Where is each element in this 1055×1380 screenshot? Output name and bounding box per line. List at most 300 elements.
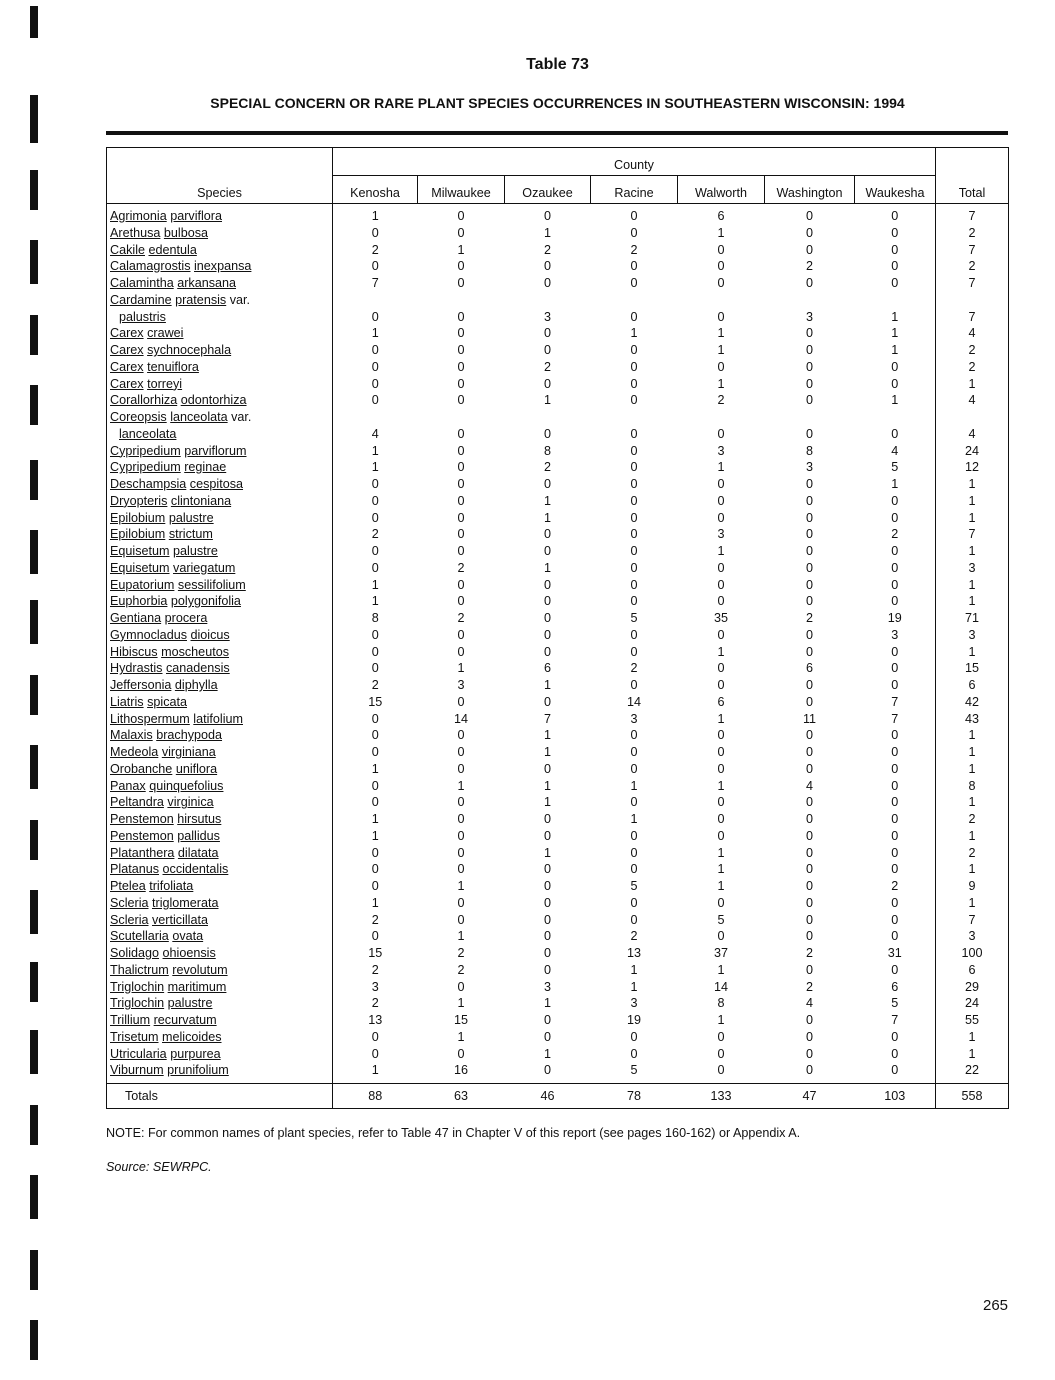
species-name-cell: [107, 845, 333, 862]
table-row: [107, 928, 1009, 945]
genus-name: Carex: [110, 326, 144, 341]
genus-name: Gymnocladus: [110, 627, 187, 642]
county-count-cell: 3: [717, 527, 725, 542]
row-total-cell: 1: [936, 644, 1009, 661]
row-total-cell: 6: [936, 962, 1009, 979]
table-number: Table 73: [526, 56, 589, 73]
species-epithet: verticillata: [152, 912, 208, 927]
table-row: [107, 543, 1009, 560]
county-count-cell: 0: [630, 678, 638, 692]
table-row: [107, 711, 1009, 728]
county-count-cell: 0: [630, 845, 638, 860]
species-epithet: quinquefolius: [149, 778, 224, 793]
species-name-cell: [107, 811, 333, 828]
county-count-cell: 0: [805, 678, 813, 692]
table-row: [107, 325, 1009, 342]
genus-name: Liatris: [110, 694, 144, 709]
county-count-cell: 0: [630, 795, 638, 810]
county-count-cell: 0: [891, 209, 899, 223]
row-total-cell: 1: [936, 861, 1009, 878]
row-total-cell: 3: [936, 627, 1009, 644]
county-count-cell: 2: [630, 242, 638, 257]
county-count-cell: 0: [457, 812, 465, 826]
county-count-cell: 0: [891, 510, 899, 525]
county-count-cell: 0: [543, 343, 551, 357]
species-name-cell: [107, 744, 333, 761]
species-epithet: sychnocephala: [147, 343, 232, 357]
genus-name: Epilobium: [110, 527, 166, 542]
county-count-cell: 5: [630, 879, 638, 893]
county-count-cell: 1: [543, 996, 551, 1011]
county-count-cell: 0: [371, 795, 379, 810]
species-epithet: maritimum: [167, 979, 227, 994]
county-count-cell: 0: [371, 627, 379, 642]
county-count-cell: 1: [457, 929, 465, 944]
county-count-cell: 5: [891, 460, 899, 475]
species-name-cell: [107, 995, 333, 1012]
county-count-cell: 1: [543, 745, 551, 759]
table-row: [107, 342, 1009, 359]
species-name-cell: [107, 895, 333, 912]
county-count-cell: 0: [630, 560, 638, 575]
county-count-cell: 0: [805, 627, 813, 642]
county-count-cell: 0: [805, 745, 813, 759]
species-name-cell: [107, 979, 333, 996]
county-count-cell: 0: [630, 862, 638, 877]
county-count-cell: 0: [371, 259, 379, 274]
species-name-cell: [107, 292, 333, 309]
genus-name: Dryopteris: [110, 493, 168, 508]
county-count-cell: 0: [630, 209, 638, 223]
county-count-cell: 0: [717, 493, 725, 508]
table-row: [107, 275, 1009, 292]
county-count-cell: 0: [457, 493, 465, 508]
county-count-cell: 0: [543, 644, 551, 659]
county-count-cell: 0: [630, 912, 638, 927]
county-count-cell: 2: [371, 678, 379, 692]
county-count-cell: 0: [505, 1062, 591, 1083]
county-count-cell: 1: [457, 661, 465, 676]
county-count-cell: 1: [371, 326, 379, 341]
species-epithet: lanceolata: [170, 410, 228, 424]
county-count-cell: 1: [630, 326, 638, 341]
binding-bar: [30, 1030, 38, 1074]
county-count-cell: 5: [591, 1062, 678, 1083]
county-count-cell: 0: [630, 745, 638, 759]
county-count-cell: 0: [457, 426, 465, 441]
county-count-cell: 0: [805, 728, 813, 743]
county-count-cell: 0: [457, 209, 465, 223]
species-name-cell: [107, 510, 333, 527]
county-count-cell: 0: [457, 460, 465, 475]
row-total-cell: 1: [936, 727, 1009, 744]
species-epithet: polygonifolia: [170, 594, 241, 609]
binding-bar: [30, 820, 38, 860]
county-count-cell: 0: [805, 477, 813, 491]
county-column-header: Waukesha: [855, 176, 936, 204]
county-count-cell: 0: [891, 1029, 899, 1044]
table-row: [107, 644, 1009, 661]
county-count-cell: 0: [717, 728, 725, 743]
county-count-cell: 0: [805, 845, 813, 860]
county-count-cell: 0: [805, 962, 813, 977]
county-count-cell: 0: [543, 946, 551, 960]
county-count-cell: 0: [805, 376, 813, 391]
species-name-cell: [107, 828, 333, 845]
county-count-cell: [765, 409, 855, 426]
county-count-cell: 0: [891, 795, 899, 810]
county-count-cell: 1: [457, 996, 465, 1011]
county-count-cell: 0: [457, 577, 465, 592]
species-name-cell: [107, 526, 333, 543]
county-count-cell: 0: [543, 694, 551, 709]
species-epithet: crawei: [147, 326, 184, 341]
county-count-cell: 1: [371, 577, 379, 592]
county-count-cell: 14: [453, 711, 468, 726]
county-count-cell: 6: [891, 979, 899, 994]
county-count-cell: 2: [805, 259, 813, 274]
county-count-cell: 0: [543, 426, 551, 441]
species-name-cell: [107, 660, 333, 677]
table-row: [107, 392, 1009, 409]
county-count-cell: 1: [717, 460, 725, 475]
county-count-cell: 0: [457, 477, 465, 491]
row-total-cell: 1: [936, 493, 1009, 510]
binding-bar: [30, 1320, 38, 1360]
county-count-cell: 0: [630, 493, 638, 508]
county-count-cell: 0: [630, 577, 638, 592]
county-count-cell: 0: [630, 1029, 638, 1044]
totals-cell: 133: [678, 1084, 765, 1109]
county-count-cell: 35: [713, 611, 728, 625]
table-row: [107, 225, 1009, 242]
table-row: [107, 694, 1009, 711]
species-epithet: melicoides: [162, 1029, 222, 1044]
county-count-cell: 3: [630, 711, 638, 726]
county-count-cell: 0: [630, 828, 638, 843]
county-count-cell: 1: [717, 225, 725, 240]
table-row: [107, 258, 1009, 275]
species-name-cell: [107, 878, 333, 895]
row-total-cell: 55: [936, 1012, 1009, 1029]
county-count-cell: 0: [717, 1029, 725, 1044]
county-count-cell: 0: [457, 326, 465, 341]
county-count-cell: 0: [457, 627, 465, 642]
row-total-cell: 1: [936, 794, 1009, 811]
county-count-cell: 1: [371, 761, 379, 776]
table-row: [107, 677, 1009, 694]
species-epithet: brachypoda: [156, 728, 223, 743]
binding-bar: [30, 745, 38, 789]
county-count-cell: 8: [805, 443, 813, 458]
county-count-cell: [591, 409, 678, 426]
county-header: County: [333, 148, 936, 176]
row-total-cell: 1: [936, 376, 1009, 393]
county-count-cell: 0: [371, 477, 379, 491]
county-count-cell: 2: [891, 879, 899, 893]
genus-name: Solidago: [110, 946, 160, 960]
row-total-cell: 2: [936, 258, 1009, 275]
genus-name: Orobanche: [110, 761, 173, 776]
county-count-cell: 0: [717, 426, 725, 441]
county-count-cell: 1: [371, 460, 379, 475]
binding-bar: [30, 240, 38, 284]
county-count-cell: 2: [891, 527, 899, 542]
genus-name: Cakile: [110, 242, 145, 257]
county-count-cell: 0: [805, 812, 813, 826]
species-name-cell: [107, 945, 333, 962]
totals-cell: 47: [765, 1084, 855, 1109]
county-count-cell: 1: [543, 845, 551, 860]
binding-bar: [30, 170, 38, 210]
county-count-cell: 0: [630, 460, 638, 475]
county-count-cell: 2: [543, 242, 551, 257]
table-row: [107, 204, 1009, 225]
county-count-cell: 0: [630, 627, 638, 642]
county-count-cell: 0: [891, 242, 899, 257]
county-count-cell: 1: [717, 376, 725, 391]
county-count-cell: 0: [717, 761, 725, 776]
county-count-cell: 0: [891, 745, 899, 759]
county-count-cell: 4: [891, 443, 899, 458]
species-epithet: canadensis: [165, 661, 230, 676]
county-count-cell: 1: [371, 443, 379, 458]
county-count-cell: 15: [368, 946, 383, 960]
county-count-cell: 0: [805, 527, 813, 542]
totals-cell: 88: [333, 1084, 418, 1109]
county-count-cell: 0: [543, 611, 551, 625]
county-count-cell: 15: [368, 694, 383, 709]
county-count-cell: 0: [891, 225, 899, 240]
county-count-cell: 0: [371, 845, 379, 860]
species-name-cell: [107, 727, 333, 744]
binding-margin: [0, 0, 60, 1380]
county-count-cell: 0: [630, 276, 638, 290]
table-row: [107, 560, 1009, 577]
totals-cell: 46: [505, 1084, 591, 1109]
county-count-cell: 1: [371, 812, 379, 826]
species-name-cell: [107, 677, 333, 694]
table-row: [107, 778, 1009, 795]
county-count-cell: 4: [805, 778, 813, 793]
table-row: [107, 1046, 1009, 1063]
species-header: Species: [107, 176, 333, 204]
county-count-cell: 1: [891, 309, 899, 324]
genus-name: Cypripedium: [110, 443, 181, 458]
binding-bar: [30, 6, 38, 38]
county-count-cell: 0: [630, 761, 638, 776]
county-count-cell: 0: [891, 812, 899, 826]
county-count-cell: 0: [457, 912, 465, 927]
variety-suffix: var.: [229, 292, 251, 307]
county-count-cell: 15: [453, 1013, 468, 1027]
county-count-cell: 0: [543, 929, 551, 944]
species-name-cell: [107, 476, 333, 493]
genus-name: Carex: [110, 359, 144, 374]
county-count-cell: 0: [805, 929, 813, 944]
genus-name: Scleria: [110, 895, 149, 910]
table-row: [107, 526, 1009, 543]
county-count-cell: 14: [626, 694, 641, 709]
county-count-cell: 0: [630, 895, 638, 910]
species-name-cell: [107, 560, 333, 577]
row-total-cell: 1: [936, 1029, 1009, 1046]
table-row: [107, 1029, 1009, 1046]
county-count-cell: 0: [717, 929, 725, 944]
species-epithet: palustris: [119, 309, 166, 324]
county-count-cell: 0: [891, 426, 899, 441]
county-count-cell: 1: [630, 962, 638, 977]
county-count-cell: 1: [457, 242, 465, 257]
species-epithet: ohioensis: [162, 946, 216, 960]
grand-total: 558: [936, 1084, 1009, 1109]
species-name-cell: [107, 627, 333, 644]
county-count-cell: 1: [630, 812, 638, 826]
species-name-cell: [107, 204, 333, 225]
row-total-cell: [936, 292, 1009, 309]
county-count-cell: 0: [805, 326, 813, 341]
species-name-cell: [107, 376, 333, 393]
county-count-cell: 0: [805, 242, 813, 257]
species-epithet: uniflora: [175, 761, 218, 776]
row-total-cell: 2: [936, 225, 1009, 242]
county-count-cell: 2: [371, 962, 379, 977]
county-column-header: Racine: [591, 176, 678, 204]
species-epithet: virginica: [167, 795, 214, 810]
county-count-cell: [333, 409, 418, 426]
county-count-cell: 0: [717, 560, 725, 575]
row-total-cell: 7: [936, 204, 1009, 225]
county-count-cell: 0: [457, 359, 465, 374]
table-body: [107, 204, 1009, 1084]
county-count-cell: 1: [891, 326, 899, 341]
genus-name: Coreopsis: [110, 410, 167, 424]
county-count-cell: 0: [457, 443, 465, 458]
county-count-cell: 0: [891, 778, 899, 793]
county-count-cell: 3: [717, 443, 725, 458]
county-count-cell: 0: [457, 393, 465, 408]
county-count-cell: 1: [457, 1029, 465, 1044]
species-name-cell: [107, 493, 333, 510]
genus-name: Eupatorium: [110, 577, 175, 592]
county-count-cell: 1: [717, 962, 725, 977]
species-epithet: procera: [164, 611, 208, 625]
genus-name: Deschampsia: [110, 477, 187, 491]
county-count-cell: 2: [371, 912, 379, 927]
table-row: [107, 912, 1009, 929]
county-count-cell: 6: [543, 661, 551, 676]
species-name-cell: [107, 325, 333, 342]
county-count-cell: 2: [371, 527, 379, 542]
county-count-cell: 0: [630, 728, 638, 743]
county-count-cell: [505, 409, 591, 426]
species-epithet: tenuiflora: [147, 359, 199, 374]
county-count-cell: 0: [371, 929, 379, 944]
county-count-cell: 0: [457, 845, 465, 860]
county-count-cell: 1: [630, 778, 638, 793]
row-total-cell: 4: [936, 392, 1009, 409]
row-total-cell: 43: [936, 711, 1009, 728]
species-name-cell: [107, 778, 333, 795]
county-count-cell: 0: [543, 326, 551, 341]
species-epithet: diphylla: [174, 678, 218, 692]
genus-name: Scleria: [110, 912, 149, 927]
genus-name: Platanus: [110, 862, 160, 877]
county-count-cell: 3: [630, 996, 638, 1011]
species-name-cell: [107, 459, 333, 476]
county-count-cell: 1: [717, 862, 725, 877]
county-count-cell: 0: [717, 795, 725, 810]
row-total-cell: 24: [936, 443, 1009, 460]
county-count-cell: 0: [805, 795, 813, 810]
county-count-cell: 0: [805, 343, 813, 357]
county-count-cell: 0: [805, 644, 813, 659]
row-total-cell: 1: [936, 744, 1009, 761]
county-count-cell: 0: [630, 527, 638, 542]
county-count-cell: 0: [891, 1046, 899, 1061]
county-count-cell: 1: [717, 326, 725, 341]
county-count-cell: 7: [371, 276, 379, 290]
row-total-cell: 9: [936, 878, 1009, 895]
county-count-cell: 1: [717, 544, 725, 558]
county-count-cell: 0: [630, 1046, 638, 1061]
species-name-cell: [107, 694, 333, 711]
county-count-cell: 5: [630, 611, 638, 625]
county-count-cell: 0: [371, 309, 379, 324]
county-count-cell: 5: [891, 996, 899, 1011]
county-count-cell: 1: [891, 343, 899, 357]
county-count-cell: 2: [543, 460, 551, 475]
row-total-cell: 1: [936, 476, 1009, 493]
county-count-cell: 0: [717, 828, 725, 843]
species-epithet: dioicus: [190, 627, 230, 642]
species-epithet: recurvatum: [153, 1013, 217, 1027]
row-total-cell: 1: [936, 543, 1009, 560]
county-count-cell: 0: [891, 577, 899, 592]
county-count-cell: 0: [891, 912, 899, 927]
county-count-cell: 0: [457, 694, 465, 709]
county-count-cell: 0: [457, 594, 465, 609]
species-name-cell: [107, 275, 333, 292]
county-count-cell: 1: [543, 795, 551, 810]
table-row: [107, 292, 1009, 309]
county-count-cell: 0: [543, 912, 551, 927]
county-count-cell: 0: [371, 376, 379, 391]
row-total-cell: 7: [936, 526, 1009, 543]
county-count-cell: 0: [543, 477, 551, 491]
county-count-cell: 0: [371, 560, 379, 575]
table-row: [107, 1062, 1009, 1083]
county-count-cell: 19: [626, 1013, 641, 1027]
county-count-cell: 0: [805, 1046, 813, 1061]
species-name-cell: [107, 342, 333, 359]
county-count-cell: 6: [717, 694, 725, 709]
table-row: [107, 309, 1009, 326]
county-count-cell: 3: [805, 309, 813, 324]
county-count-cell: [678, 292, 765, 309]
species-epithet: edentula: [148, 242, 197, 257]
county-count-cell: 0: [805, 862, 813, 877]
county-count-cell: 0: [457, 644, 465, 659]
table-row: [107, 878, 1009, 895]
table-row: [107, 660, 1009, 677]
county-count-cell: 3: [891, 627, 899, 642]
county-count-cell: 0: [891, 862, 899, 877]
genus-name: Triglochin: [110, 996, 165, 1011]
species-name-cell: [107, 761, 333, 778]
county-count-cell: 0: [543, 209, 551, 223]
table-row: [107, 995, 1009, 1012]
